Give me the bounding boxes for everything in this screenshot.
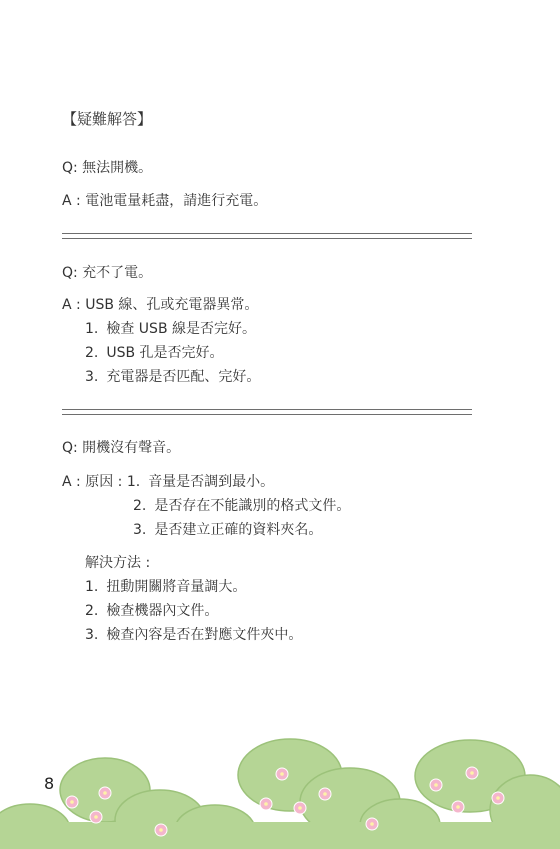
answer-3-reason: 2. 是否存在不能識別的格式文件。	[133, 498, 351, 514]
answer-1: A : 電池電量耗盡，請進行充電。	[62, 193, 268, 209]
bush-decoration	[0, 730, 560, 849]
answer-3-reason: A : 原因 : 1. 音量是否調到最小。	[62, 474, 275, 490]
answer-2-item: 2. USB 孔是否完好。	[85, 345, 224, 361]
solution-item: 1. 扭動開關將音量調大。	[85, 579, 247, 595]
troubleshooting-title: 【疑難解答】	[62, 110, 153, 128]
solution-label: 解決方法 :	[85, 555, 151, 571]
question-3: Q: 開機沒有聲音。	[62, 440, 181, 456]
question-2: Q: 充不了電。	[62, 265, 153, 281]
solution-item: 2. 檢查機器內文件。	[85, 603, 219, 619]
answer-2: A : USB 線、孔或充電器異常。	[62, 297, 259, 313]
answer-2-item: 1. 檢查 USB 線是否完好。	[85, 321, 256, 337]
section-divider	[62, 233, 472, 239]
section-divider	[62, 409, 472, 415]
solution-item: 3. 檢查內容是否在對應文件夾中。	[85, 627, 303, 643]
answer-2-item: 3. 充電器是否匹配、完好。	[85, 369, 261, 385]
question-1: Q: 無法開機。	[62, 160, 153, 176]
page-number: 8	[44, 774, 55, 793]
answer-3-reason: 3. 是否建立正確的資料夾名。	[133, 522, 323, 538]
